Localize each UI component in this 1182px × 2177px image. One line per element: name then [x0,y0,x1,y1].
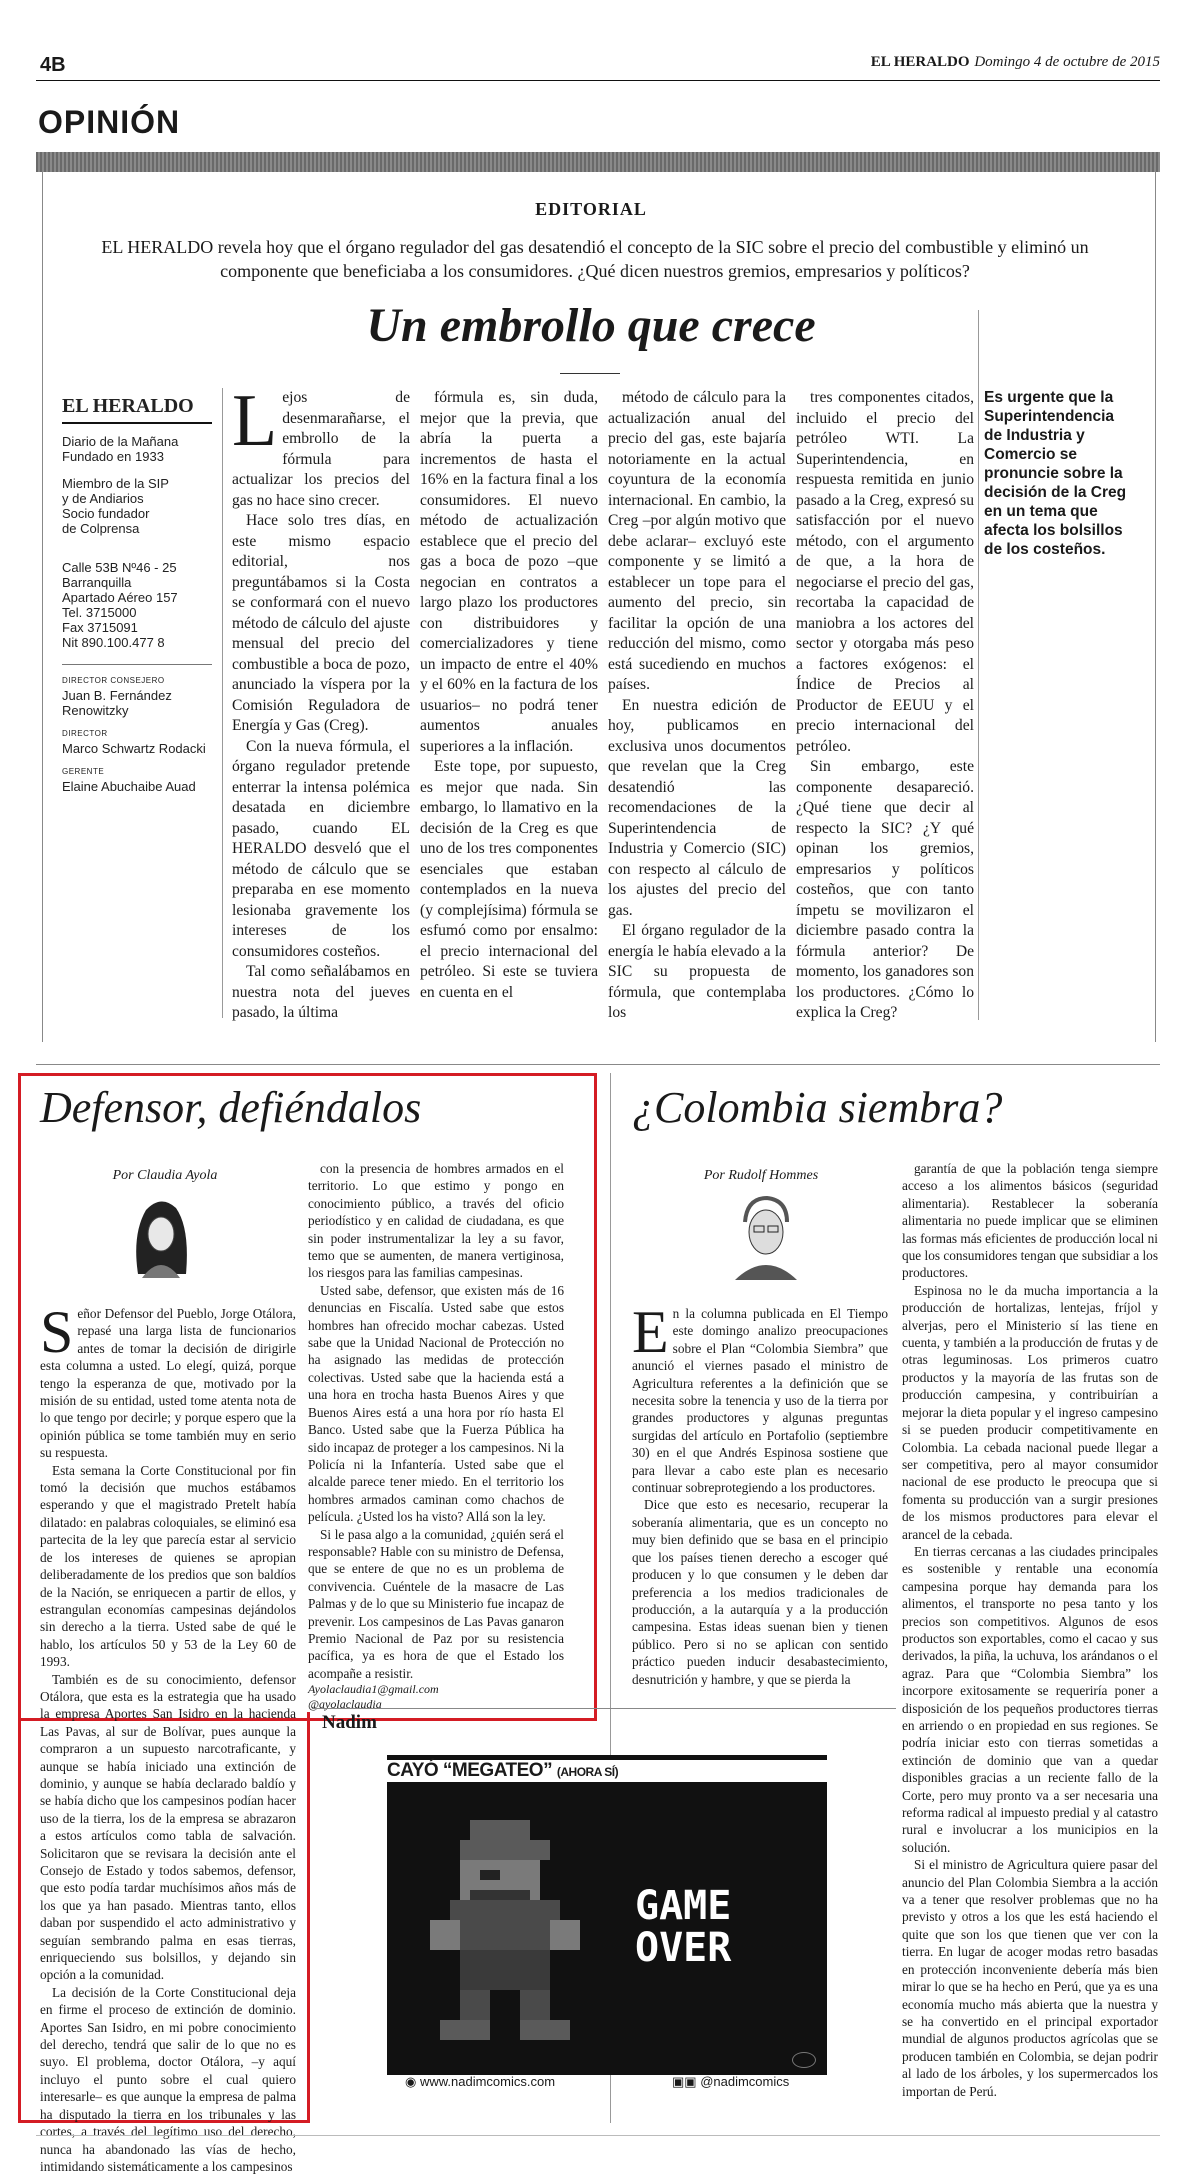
editorial-column-3 [608,388,786,1024]
editorial-intro: EL HERALDO revela hoy que el órgano regulador del gas desatendió el concepto de la SIC sobre el precio del combustible y eliminó un componente que beneficiaba a los consumidores. ¿Qué dicen nuestros gremios, empresarios y políticos? [101,237,1089,281]
section-divider [36,1064,1160,1065]
issue-date: Domingo 4 de octubre de 2015 [974,54,1160,70]
pixel-character-icon [430,1820,580,2044]
cartoon-social[interactable] [672,2074,789,2090]
role-label: GERENTE [62,767,105,776]
author-email[interactable]: Ayolaclaudia1@gmail.com [308,1682,439,1697]
masthead-box [62,395,212,794]
paragraph: En la columna publicada en El Tiempo este domingo analizo preocupaciones sobre el Plan “Colombia Siembra” que anunció el viernes pasado el ministro de Agricultura referentes a la definición que se necesita sobre la tenencia y uso de la tierra por grandes productores y algunas preguntas surgidas del artículo en Portafolio (septiembre 30) en el que Andrés Espinosa sostiene que para llevar a cabo este plan es necesario continuar sobreprotegiendo a los productores. [632,1299,888,1496]
paragraph: Este tope, por supuesto, es mejor que nada. Sin embargo, lo llamativo en la decisión de la Creg es que uno de los tres componentes esenciales que estaban contemplados en la nueva (y complejísima) fórmula se esfumó como por ensalmo: el precio internacional del petróleo. Si este se tuviera en cuenta en el [420,758,598,1001]
paragraph: fórmula es, sin duda, mejor que la previa, que abría la puerta a incrementos de hasta el 16% en la factura final a los consumidores. El nuevo método de actualización establece que el precio del gas a boca de pozo –que negocian en contratos a largo plazo los productores con distribuidores y comercializadores y tiene un impacto de entre el 40% y el 60% en la factura de los usuarios– no podrá tener aumentos anuales superiores a la inflación. [420,389,598,755]
editorial-headline: Un embrollo que crece [366,299,816,352]
role-name: Juan B. Fernández Renowitzky [62,688,172,718]
paragraph: El órgano regulador de la energía le había elevado a la SIC su propuesta de fórmula, que contemplaba los [608,922,786,1021]
paragraph: Espinosa no le da mucha importancia a la producción de hortalizas, lentejas, fríjol y alverjas, pero el Ministerio sí las tiene en cuenta, y también a la producción de frutas y de otras leguminosas. Los primeros cuatro productos y la mayoría de las frutas son de producción campesina, y contribuirían a mejorar la dieta popular y el ingreso campesino si se pueden producir competitivamente en Colombia. La cebada nacional puede llegar a ser competitiva, pero al mayor consumidor nacional de ese producto le preocupa que si fomenta su producción van a surgir presiones de los mismos productores para elevar el arancel de la cebada. [902,1282,1158,1542]
role-label: DIRECTOR CONSEJERO [62,676,165,685]
paragraph: Lejos de desenmarañarse, el embrollo de la fórmula para actualizar los precios del gas no hace sino crecer. [232,380,410,509]
section-title: OPINIÓN [38,104,181,140]
masthead-logo: EL HERALDO [62,395,212,424]
paragraph: La decisión de la Corte Constitucional deja en firme el proceso de extinción de dominio. Aportes San Isidro, en mi pobre conocimiento del derecho, tendrá que salir de lo que no es suyo. El problema, doctor Otálora, –y aquí incluyo el punto sobre el cual quiero interesarle– es que aunque la empresa de palma ha disputado la tierra en los tribunales y las cortes, a través del legítimo uso del derecho, nunca ha abandonado las vías de hecho, intimidando sistemáticamente a los campesinos [40,1984,296,2174]
op-title-right: ¿Colombia siembra? [632,1083,1003,1132]
cartoon-title-small: (AHORA SÍ) [556,1765,619,1779]
editorial-pullquote: Es urgente que la Superintendencia de Industria y Comercio se pronuncie sobre la decisión de la Creg en un tema que afecta los bolsillos de los costeños. [984,389,1127,558]
signature-mark [792,2052,816,2068]
role-label: DIRECTOR [62,729,108,738]
cartoon-social-handle[interactable]: @nadimcomics [700,2074,790,2089]
masthead-line: de Colprensa [62,521,140,536]
cartoon-rule [312,1708,896,1709]
cartoon-web[interactable] [405,2074,555,2090]
address-line: Barranquilla [62,575,132,590]
masthead-line: Diario de la Mañana [62,434,179,449]
paragraph: En nuestra edición de hoy, publicamos en exclusiva unos documentos que revelan que la Creg desatendió las recomendaciones de la Superintendencia de Industria y Comercio (SIC) con respecto al cálculo de los ajustes del precio del gas. [608,696,786,919]
headline-rule [560,373,620,374]
left-op-column-2 [308,1160,564,1712]
cartoon-title [387,1760,827,1782]
paragraph: Dice que esto es necesario, recuperar la soberanía alimentaria, que es un concepto no muy bien definido que se basa en el principio que los países tienen derecho a escoger qué producen y lo que consumen y le deben dar preferencia a los medios tradicionales de producción, a la autarquía y a la producción campesina. Estas ideas suenan bien y tienen público. Pero si no se aplican con sentido práctico pueden inducir desabastecimiento, desnutrición y hambre, y que se pierda la [632,1497,888,1687]
paragraph: con la presencia de hombres armados en el territorio. Lo que estimo y pongo en conocimiento público, a través del oficio periodístico y en calidad de ciudadana, es que sin poder instrumentalizar la ley a su favor, temo que se aumenten, de manera vertiginosa, los riesgos para las familias campesinas. [308,1161,564,1281]
paragraph: Esta semana la Corte Constitucional por fin tomó la decisión que muchos estábamos esperando y que el magistrado Pretelt había dilatado: en palabras coloquiales, se eliminó esa partecita de la ley que parecía estar al servicio de los intereses de quienes se apropian deliberadamente de los predios que son baldíos de la Nación, se enriquecen a partir de ellos, y estrangulan economías campesinas dejándolos sin derecho a la tierra. Usted sabe de qué le hablo, los artículos 50 y 53 de la Ley 60 de 1993. [40,1462,296,1670]
paragraph: Usted sabe, defensor, que existen más de 16 denuncias en Fiscalía. Usted sabe que estos hombres han ofrecido mochar cabezas. Usted sabe que la Unidad Nacional de Protección no ha asignado las medidas de protección colectivas. Usted sabe que la hacienda está a una hora en trocha hasta Buenos Aires y que Buenos Aires está a una hora por río hasta El Banco. Usted sabe que la Fuerza Pública ha sido incapaz de proteger a los campesinos. Ni la Policía ni la Infantería. Usted sabe que el alcalde parece tener miedo. En el territorio los hombres armados caminan como chachos de película. ¿Usted los ha visto? Allá son la ley. [308,1282,564,1525]
address-line: Calle 53B Nº46 - 25 [62,560,177,575]
paragraph: También es de su conocimiento, defensor Otálora, que esta es la estrategia que ha usado la empresa Aportes San Isidro en la hacienda Las Pavas, al sur de Bolívar, pues aunque la compraron a un supuesto narcotraficante, y aunque se había iniciado una extinción de dominio, y aunque se había declarado baldío y se había dicho que los campesinos podían hacer uso de la tierra, los de la empresa se abrazaron a estos artículos como tabla de salvación. Solicitaron que se revisara la decisión ante el Consejo de Estado y todos sabemos, defensor, que esto podía tardar muchísimos años más de los que ya han pasado. Mientras tanto, ellos daban por suspendido el acto administrativo y seguían sembrando palma en esas tierras, enriqueciendo sus bolsillos, y dejando sin opción a la comunidad. [40,1671,296,1983]
author-portrait [727,1192,805,1280]
newspaper-name: EL HERALDO [870,54,970,70]
address-line: Apartado Aéreo 157 [62,590,178,605]
masthead-line: y de Andiarios [62,491,144,506]
address-line: Tel. 3715000 [62,605,137,620]
social-icons: ▣▣ [672,2074,697,2089]
masthead-line: Miembro de la SIP [62,476,169,491]
role-name: Marco Schwartz Rodacki [62,741,206,756]
game-over-line: GAME [635,1883,732,1929]
column-rule [978,310,979,1020]
paragraph: Si le pasa algo a la comunidad, ¿quién será el responsable? Hable con su ministro de Defensa, que se entere de que no es un problema de convivencia. Cuéntele de la masacre de Las Palmas y de lo que su Ministerio fue incapaz de prevenir. Los campesinos de Las Pavas ganaron Premio Nacional de Paz por su resistencia pacífica, ya es hora de que el Estado los acompañe a resistir. [308,1526,564,1681]
column-rule [222,388,223,1018]
editorial-label: EDITORIAL [535,199,647,219]
footer-rule [36,2135,1160,2136]
paragraph: Tal como señalábamos en nuestra nota del jueves pasado, la última [232,963,410,1021]
editorial-column-2 [420,388,598,1003]
author-handle[interactable]: @ayolaclaudia [308,1697,382,1712]
masthead-line: Fundado en 1933 [62,449,164,464]
cartoon-web-link[interactable]: www.nadimcomics.com [419,2074,556,2089]
game-over-line: OVER [635,1925,732,1971]
right-op-column-1 [632,1299,888,1688]
role-name: Elaine Abuchaibe Auad [62,779,196,794]
paragraph: garantía de que la población tenga siempre acceso a los alimentos básicos (seguridad alimentaria). Restablecer la soberanía alimentaria no puede implicar que se eliminen las formas más eficientes de producción local ni que los consumidores tengan que subsidiar a los productores. [902,1161,1158,1281]
address-line: Nit 890.100.477 8 [62,635,165,650]
paragraph: método de cálculo para la actualización anual del precio del gas, este bajaría notoriamente en la actual coyuntura de la economía internacional. En cambio, la Creg –por algún motivo que debe aclarar– excluyó este componente y se limitó a establecer un tope para el aumento del precio, sin facilitar la opción de una reducción del mismo, como está sucediendo en muchos países. [608,389,786,693]
left-op-column-1 [40,1299,296,2175]
paragraph: Con la nueva fórmula, el órgano regulador pretende enterrar la intensa polémica desatada en diciembre pasado, cuando EL HERALDO desveló que el método de cálculo que se preparaba en ese momento lesionaba gravemente los intereses de los consumidores costeños. [232,737,410,960]
author-portrait [128,1194,194,1278]
masthead-line: Socio fundador [62,506,150,521]
paragraph: En tierras cercanas a las ciudades principales es sostenible y rentable una economía campesina porque hay demanda para los alimentos, el transporte no pesa tanto y los precios son competitivos. Algunos de esos productos son exportables, como el cacao y sus derivados, la piña, la uchuva, los arándanos o el agraz. Para que “Colombia Siembra” los incorpore exitosamente se requeriría poner a disposición de los pequeños productores tierras en arriendo o en propiedad en sus regiones. Se podría iniciar esto con tierras sometidas a extinción de dominio que van a quedar disponibles gracias a un reciente fallo de la Corte, pero muy pronto va a ser necesaria una reforma radical al impuesto predial y al catastro rural e involucrar a los municipios en la solución. [902,1543,1158,1855]
right-op-column-2 [902,1160,1158,2100]
paragraph: tres componentes citados, incluido el precio del petróleo WTI. La Superintendencia, en respuesta remitida en junio pasado a la Creg, expresó su satisfacción por el nuevo método, con el argumento de que, a la hora de negociarse el precio del gas, recortaba la capacidad de maniobra a los actores del sector y otorgaba más peso a factores exógenos: el Índice de Precios al Productor de EEUU y el precio internacional del petróleo. [796,389,974,755]
paragraph: Hace solo tres días, en este mismo espacio editorial, nos preguntábamos si la Costa se conformará con el nuevo método de cálculo del ajuste mensual del precio del combustible a boca de pozo, anunciado la víspera por la Comisión Reguladora de Energía y Gas (Creg). [232,512,410,734]
game-over-text [635,1885,731,1969]
byline-left: Por Claudia Ayola [112,1168,218,1183]
section-band [36,152,1160,172]
newspaper-dateline [871,52,1160,71]
paragraph: Señor Defensor del Pueblo, Jorge Otálora, repasé una larga lista de funcionarios antes de tomar la decisión de dirigirle esta columna a usted. Lo elegí, quizá, porque tengo la esperanza de que, motivado por la misión de su entidad, usted tome atenta nota de lo que tengo por decirle; y porque espero que la opinión pública se tome también muy en serio su respuesta. [40,1299,296,1461]
op-title-left: Defensor, defiéndalos [40,1083,422,1132]
header-rule [36,80,1160,81]
editorial-column-1 [232,380,410,1024]
cartoon-label: Nadim [322,1712,377,1733]
byline-right: Por Rudolf Hommes [703,1168,819,1183]
page-number: 4B [40,54,66,76]
globe-icon: ◉ [405,2074,417,2089]
address-line: Fax 3715091 [62,620,138,635]
paragraph: Si el ministro de Agricultura quiere pasar del anuncio del Plan Colombia Siembra a la acción va a tener que resolver problemas que no ha previsto y otros a los que les está haciendo el quite que son los que tienen que ver con la tierra. En lugar de acoger modas retro basadas en protección inconveniente debería más bien mirar lo que se ha hecho en Perú, que ya es una economía mucho más abierta que la nuestra y se ha convertido en el principal exportador mundial de algunos productos agrícolas que se producen también en Colombia, se dejan podrir al lado de los árboles, y los supermercados los importan de Perú. [902,1857,1158,2099]
cartoon-title-main: CAYÓ “MEGATEO” [387,1760,553,1781]
editorial-column-4 [796,388,974,1024]
paragraph: Sin embargo, este componente desapareció. ¿Qué tiene que decir al respecto la SIC? ¿Y qué opinan los gremios, empresarios y políticos costeños, que con tanto ímpetu se movilizaron el diciembre pasado contra la fórmula anterior? De momento, los ganadores son los productores. ¿Cómo lo explica la Creg? [796,758,974,1021]
